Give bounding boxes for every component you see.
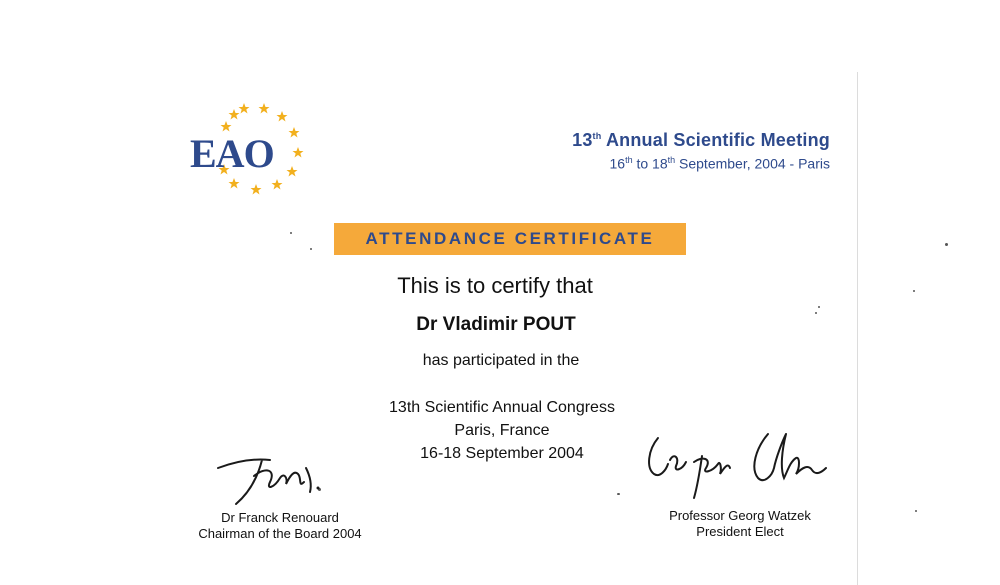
certify-text: This is to certify that	[397, 273, 593, 298]
scan-speck	[818, 306, 820, 308]
eao-logo	[186, 96, 316, 196]
right-signature	[640, 428, 830, 508]
meeting-title: 13th Annual Scientific Meeting	[572, 130, 830, 150]
attendance-certificate-banner	[334, 223, 686, 255]
left-signature	[214, 448, 326, 510]
eao-logo-text: EAO	[190, 131, 274, 176]
scan-speck	[290, 232, 292, 234]
congress-name: 13th Scientific Annual Congress	[389, 399, 615, 416]
scan-speck	[945, 243, 948, 246]
left-signatory-name: Dr Franck Renouard	[221, 510, 339, 525]
meeting-dates: 16th to 18th September, 2004 - Paris	[609, 155, 830, 172]
congress-dates: 16-18 September 2004	[420, 445, 584, 462]
scan-speck	[310, 248, 312, 250]
congress-location: Paris, France	[454, 422, 550, 439]
right-signatory	[640, 508, 840, 540]
banner-label: ATTENDANCE CERTIFICATE	[365, 229, 655, 248]
right-signatory-name: Professor Georg Watzek	[669, 508, 811, 523]
left-signatory	[180, 510, 380, 542]
congress-details	[2, 396, 1000, 465]
scan-speck	[915, 510, 917, 512]
recipient-name: Dr Vladimir POUT	[416, 314, 576, 335]
participated-text: has participated in the	[422, 352, 580, 369]
meeting-header	[572, 130, 830, 172]
scan-speck	[617, 493, 620, 495]
right-signatory-role: President Elect	[696, 524, 784, 539]
left-signatory-role: Chairman of the Board 2004	[198, 526, 362, 541]
